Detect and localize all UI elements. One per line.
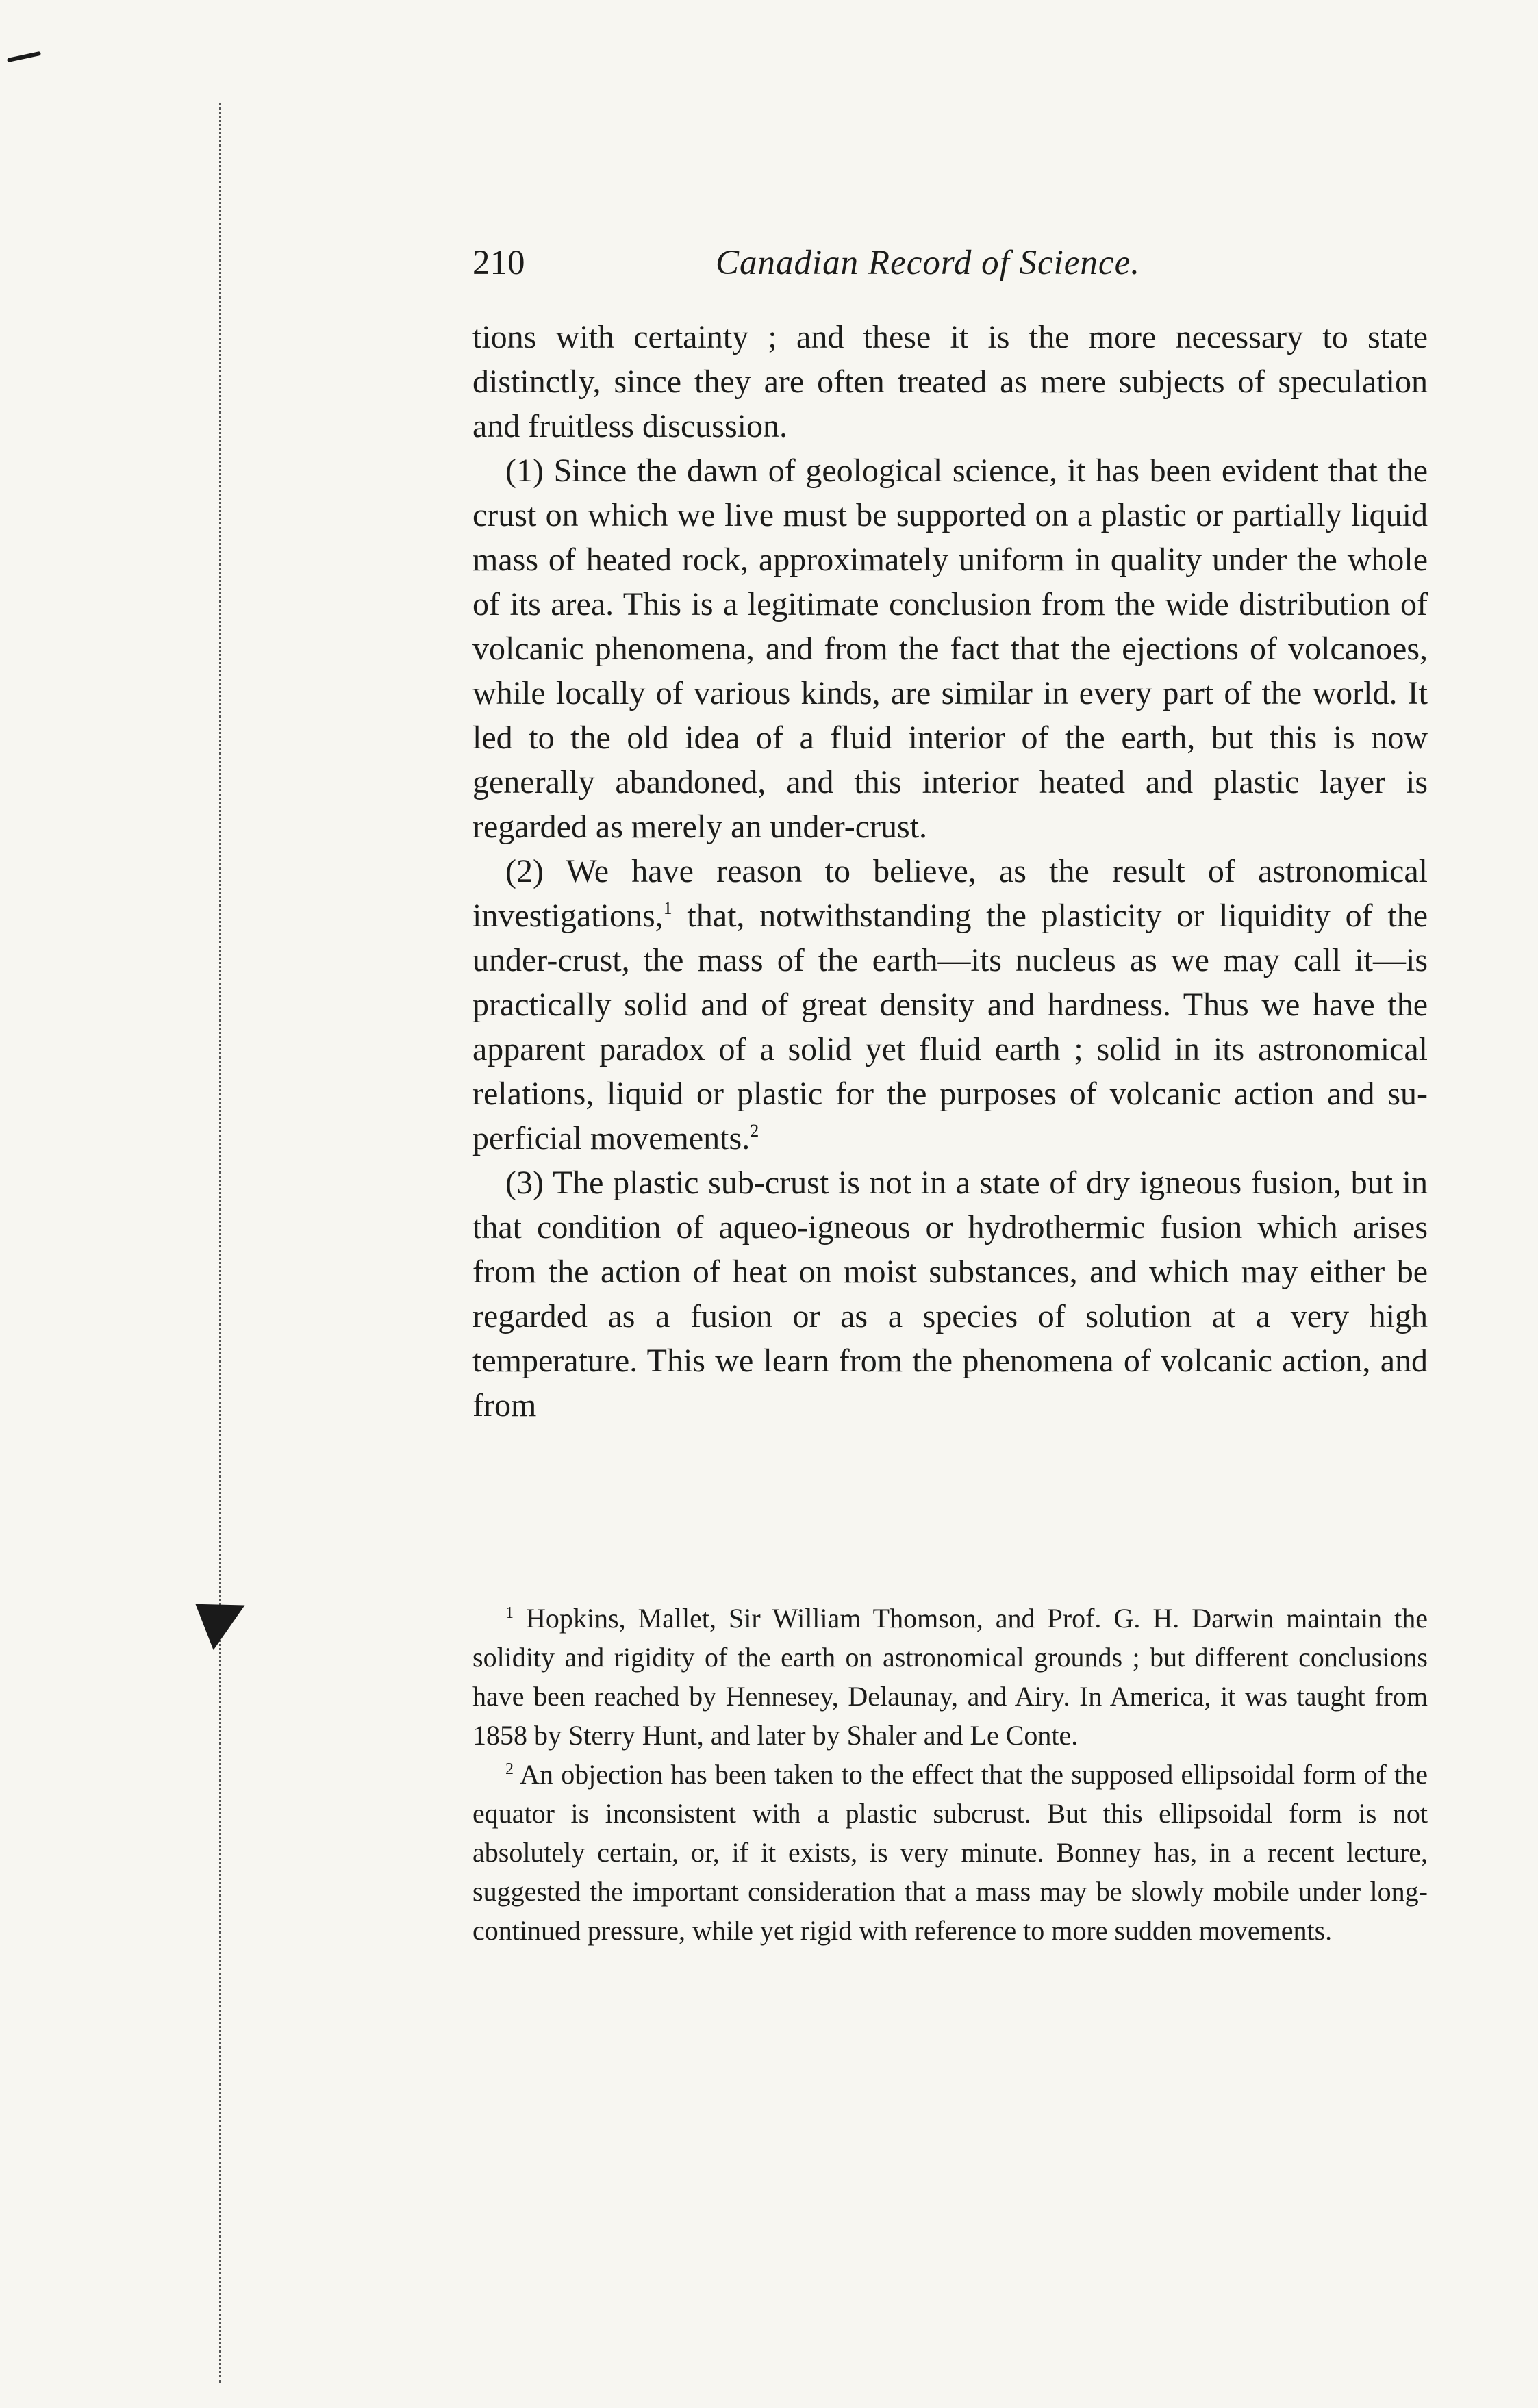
footnote-1 [472,1599,1428,1755]
page-header [472,243,1431,298]
footnote-2-text: An objection has been taken to the effect that the supposed ellipsoidal form of the equator is inconsistent with a plastic subcrust. But this ellipsoidal form is not absolutely certain, or, if it exists, is very minute. Bonney has, in a recent lecture, suggested the important consideration that a mass may be slowly mobile under long-continued pressure, while yet rigid with reference to more sudden movements. [472,1759,1428,1946]
gutter-rule [219,103,221,2383]
footnotes [472,1599,1428,1950]
main-text [472,315,1428,1428]
scan-mark [7,51,41,62]
paragraph-continuation: tions with certainty ; and these it is the more necessary to state distinctly, since they are often treated as mere subjects of speculation and fruitless discussion. [472,319,1428,444]
scan-arrow-mark [179,1582,244,1650]
paragraph-3: (3) The plastic sub-crust is not in a state of dry igneous fusion, but in that condition of aqueo-igneous or hydrothermic fusion which arises from the action of heat on moist substances, and which may either be regarded as a fusion or as a species of solution at a very high temperature. This we learn from the phenomena of volcanic action, and from [472,1165,1428,1423]
page-number: 210 [472,244,525,282]
footnote-2 [472,1755,1428,1950]
paragraph-1: (1) Since the dawn of geological science, it has been evident that the crust on which we live must be supported on a plastic or partially liquid mass of heated rock, approximately uniform in quality under the whole of its area. This is a legitimate conclusion from the wide distribution of volcanic phenomena, and from the fact that the ejections of volcanoes, while locally of various kinds, are similar in every part of the world. It led to the old idea of a fluid interior of the earth, but this is now generally abandoned, and this interior heated and plastic layer is regarded as merely an under-crust. [472,453,1428,845]
footnote-1-text: Hopkins, Mallet, Sir William Thomson, and Prof. G. H. Darwin maintain the solidity and rigidity of the earth on astronomical grounds ; but different conclusions have been reached by Hennesey, Delaunay, and Airy. In America, it was taught from 1858 by Sterry Hunt, and later by Shaler and Le Conte. [472,1603,1428,1751]
footnote-2-mark: 2 [505,1760,514,1778]
footnote-ref-2: 2 [750,1121,759,1141]
footnote-ref-1: 1 [663,898,672,918]
paragraph-2 [472,849,1428,1161]
running-title: Canadian Record of Science. [716,244,1140,282]
paragraph-2-part-b: that, notwithstanding the plasticity or liquidity of the under-crust, the mass of the earth—its nucleus as we may call it—is practically solid and of great density and hardness. Thus we have the apparent paradox of a solid yet fluid earth ; solid in its astronomical relations, liquid or plastic for the purposes of volcanic action and superficial movements. [472,898,1428,1156]
binding-gutter [205,103,233,2383]
paragraph-2-part-a: (2) We have reason to believe, as the result of astronomical investigations, [472,853,1428,934]
footnote-1-mark: 1 [505,1604,514,1622]
